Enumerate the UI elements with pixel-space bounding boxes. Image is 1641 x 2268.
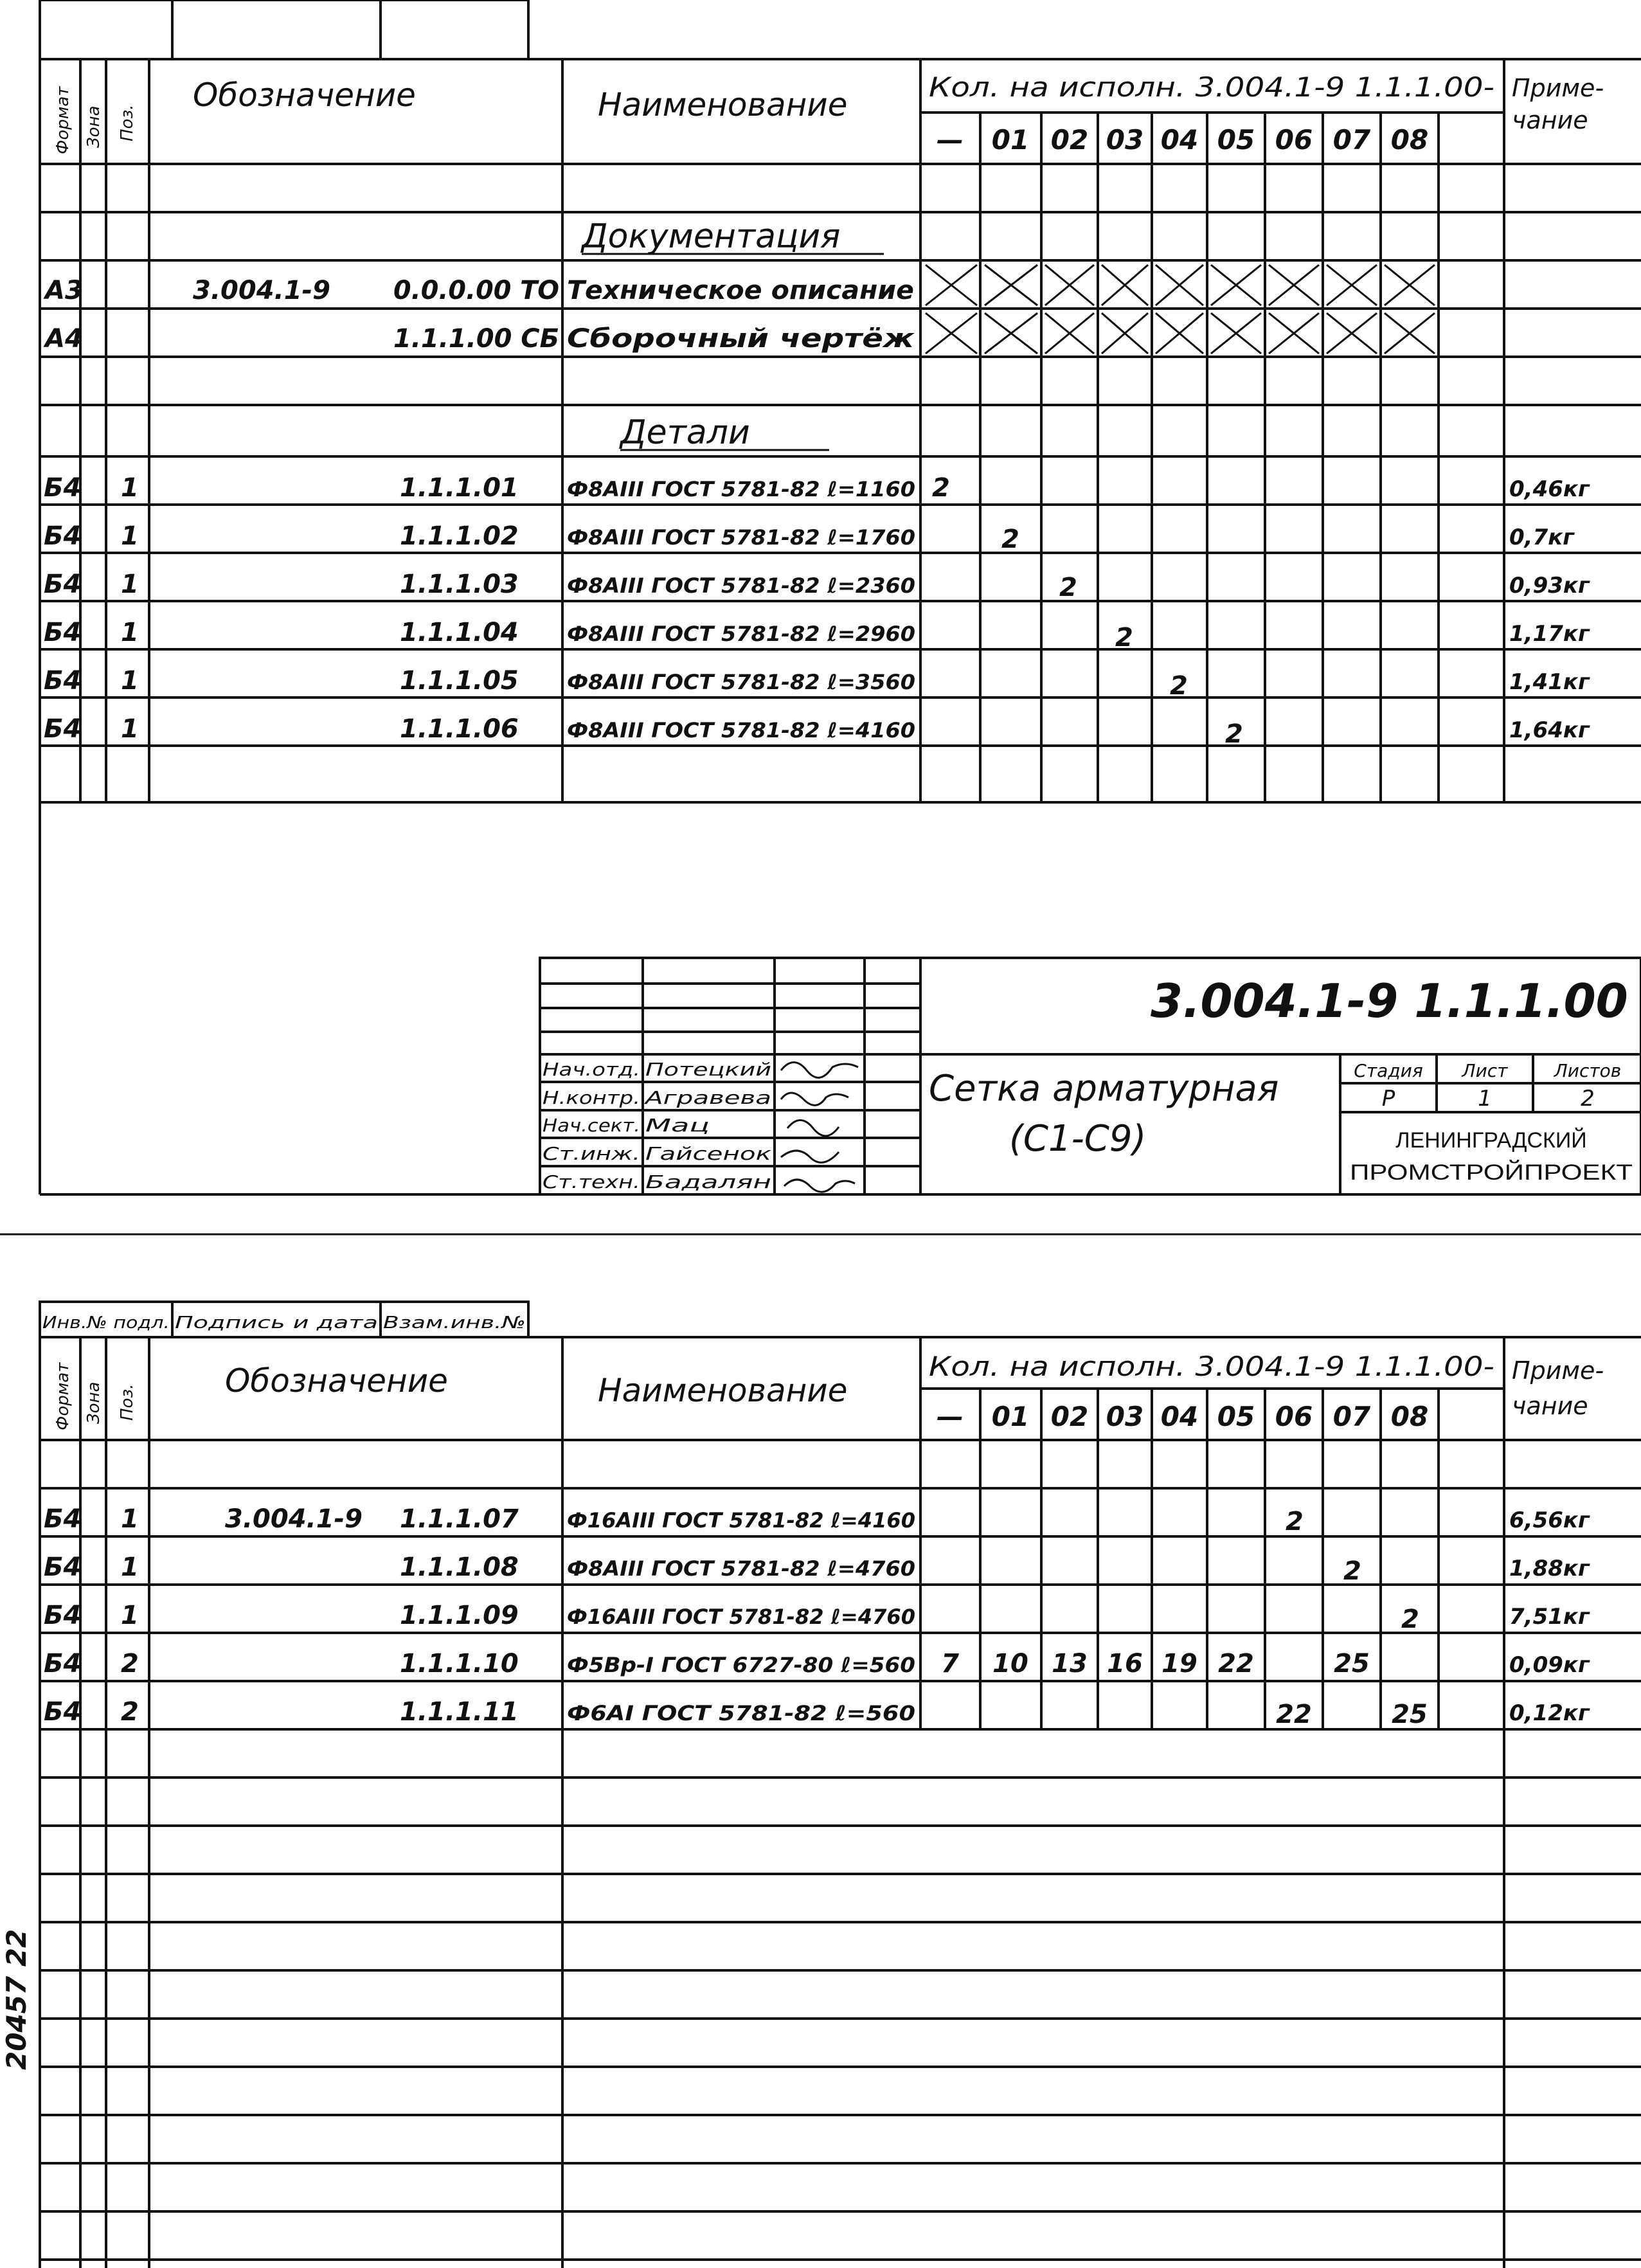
part-designation: 1.1.1.11: [400, 1697, 519, 1727]
part-designation: 1.1.1.09: [400, 1601, 519, 1630]
part-note: 1,41кг: [1509, 669, 1590, 695]
part-format: Б4: [44, 714, 82, 744]
part-format: Б4: [44, 1553, 82, 1582]
part-name: Ф8АIII ГОСТ 5781-82 ℓ=3560: [567, 670, 915, 694]
part-qty: 22: [1276, 1700, 1312, 1729]
stamp-replace: Взам.инв.№: [383, 1313, 526, 1333]
organization: [1350, 1128, 1633, 1185]
role-label: Ст.инж.: [543, 1143, 640, 1164]
part-qty: 7: [941, 1649, 959, 1679]
variant-3: 03: [1106, 1401, 1144, 1432]
variant-8: 08: [1390, 1401, 1429, 1432]
part-designation: 1.1.1.05: [400, 666, 519, 696]
signature-roles: [543, 1059, 771, 1192]
part-designation: 1.1.1.10: [400, 1649, 519, 1679]
header-format: Формат: [53, 1362, 73, 1430]
header-qty-title: Кол. на исполн. 3.004.1-9 1.1.1.00-: [929, 1351, 1494, 1382]
sheet2-rows: [44, 1504, 1590, 1729]
doc-row-format: А4: [45, 324, 83, 354]
part-designation: 1.1.1.08: [400, 1553, 519, 1582]
part-designation: 1.1.1.07: [400, 1504, 519, 1534]
part-name: Ф16АIII ГОСТ 5781-82 ℓ=4160: [567, 1508, 915, 1533]
header-format: Формат: [53, 86, 73, 154]
part-format: Б4: [44, 618, 82, 647]
part-qty: 22: [1218, 1649, 1254, 1679]
variant-5: 05: [1217, 1401, 1255, 1432]
header-designation: Обозначение: [193, 76, 416, 114]
part-qty: 25: [1392, 1700, 1428, 1729]
sheet2-header-vertical: [53, 1362, 137, 1430]
part-name: Ф8АIII ГОСТ 5781-82 ℓ=2360: [567, 573, 915, 598]
part-pos: 1: [121, 1601, 139, 1630]
variant-4: 04: [1160, 1401, 1199, 1432]
variant-2: 02: [1050, 1401, 1089, 1432]
part-format: Б4: [44, 473, 82, 503]
part-pos: 1: [121, 666, 139, 696]
stamp-sign: Подпись и дата: [175, 1313, 378, 1333]
org-line-2: ПРОМСТРОЙПРОЕКТ: [1350, 1160, 1633, 1185]
header-pos: Поз.: [118, 104, 137, 141]
part-pos: 1: [121, 521, 139, 551]
header-note-1: Приме-: [1512, 1356, 1604, 1385]
org-line-1: ЛЕНИНГРАДСКИЙ: [1395, 1128, 1587, 1153]
part-note: 0,12кг: [1509, 1700, 1590, 1726]
variant-4: 04: [1160, 124, 1199, 156]
part-designation-left: 3.004.1-9: [225, 1504, 363, 1534]
role-person: Гайсенок: [645, 1143, 772, 1164]
part-designation: 1.1.1.06: [400, 714, 519, 744]
part-rows: [44, 473, 1590, 749]
part-pos: 2: [121, 1649, 139, 1679]
part-format: Б4: [44, 570, 82, 599]
part-note: 0,09кг: [1509, 1652, 1590, 1678]
part-pos: 1: [121, 1504, 139, 1534]
doc-row-name: Сборочный чертёж: [567, 324, 915, 354]
section-documents: Документация: [582, 217, 841, 256]
part-format: Б4: [44, 1697, 82, 1727]
part-pos: 2: [121, 1697, 139, 1727]
part-qty: 10: [992, 1649, 1028, 1679]
sheet-label: Лист: [1462, 1060, 1508, 1081]
variant-6: 06: [1275, 1401, 1313, 1432]
part-pos: 1: [121, 473, 139, 503]
part-qty: 19: [1161, 1649, 1197, 1679]
role-person: Агравева: [643, 1087, 771, 1108]
stage-value: Р: [1381, 1086, 1395, 1112]
part-format: Б4: [44, 1504, 82, 1534]
sheet2-variant-row: [937, 1401, 1428, 1432]
part-name: Ф8АIII ГОСТ 5781-82 ℓ=1160: [567, 477, 915, 501]
part-note: 7,51кг: [1509, 1604, 1590, 1630]
part-qty: 2: [1343, 1556, 1361, 1586]
part-qty: 2: [1401, 1605, 1419, 1634]
part-qty: 2: [1225, 719, 1243, 749]
role-person: Бадалян: [645, 1171, 771, 1192]
stage-block: [1354, 1060, 1621, 1112]
section-parts: Детали: [620, 413, 750, 452]
part-note: 1,17кг: [1509, 621, 1590, 647]
doc-rows: [43, 276, 915, 354]
part-name: Ф8АIII ГОСТ 5781-82 ℓ=1760: [567, 525, 915, 550]
header-note-2: чание: [1512, 106, 1588, 134]
part-qty: 2: [1170, 671, 1188, 701]
variant-8: 08: [1390, 124, 1429, 156]
role-label: Нач.сект.: [543, 1115, 640, 1136]
sheet1-header-vertical: [53, 86, 137, 154]
variant-2: 02: [1050, 124, 1089, 156]
header-zone: Зона: [84, 1382, 103, 1424]
variant-7: 07: [1332, 124, 1371, 156]
part-note: 0,46кг: [1509, 476, 1590, 502]
role-label: Нач.отд.: [543, 1059, 640, 1080]
role-person: Мац: [645, 1115, 710, 1136]
doc-row-designation-left: 3.004.1-9: [193, 276, 330, 305]
part-name: Ф8АIII ГОСТ 5781-82 ℓ=4760: [567, 1556, 915, 1581]
part-designation: 1.1.1.02: [400, 521, 519, 551]
header-note-1: Приме-: [1512, 74, 1604, 102]
role-label: Ст.техн.: [543, 1171, 640, 1192]
part-qty: 2: [1115, 623, 1133, 652]
header-note-2: чание: [1512, 1392, 1588, 1420]
part-qty: 16: [1107, 1649, 1143, 1679]
title-line-1: Сетка арматурная: [929, 1068, 1279, 1110]
role-person: Потецкий: [645, 1059, 771, 1080]
part-qty: 2: [932, 473, 950, 503]
part-format: Б4: [44, 1649, 82, 1679]
part-name: Ф8АIII ГОСТ 5781-82 ℓ=4160: [567, 718, 915, 742]
header-pos: Поз.: [118, 1383, 137, 1421]
part-qty: 2: [1059, 573, 1077, 602]
part-format: Б4: [44, 521, 82, 551]
part-designation: 1.1.1.04: [400, 618, 519, 647]
part-qty: 2: [1001, 525, 1019, 554]
part-pos: 1: [121, 714, 139, 744]
title-code: 3.004.1-9 1.1.1.00: [1151, 974, 1628, 1028]
doc-row-format: А3: [45, 276, 83, 305]
sheets-label: Листов: [1554, 1060, 1622, 1081]
sheet-value: 1: [1478, 1086, 1492, 1112]
part-note: 1,88кг: [1509, 1556, 1590, 1581]
part-format: Б4: [44, 666, 82, 696]
sheet1-variant-row: [937, 124, 1428, 156]
part-note: 0,93кг: [1509, 573, 1590, 598]
role-label: Н.контр.: [543, 1087, 640, 1108]
part-format: Б4: [44, 1601, 82, 1630]
part-pos: 1: [121, 570, 139, 599]
header-zone: Зона: [84, 105, 103, 148]
sheet2-stamp: [42, 1313, 526, 1333]
variant-7: 07: [1332, 1401, 1371, 1432]
part-pos: 1: [121, 618, 139, 647]
sheets-value: 2: [1581, 1086, 1595, 1112]
variant-1: 01: [991, 124, 1030, 156]
variant-0: —: [937, 124, 964, 156]
title-line-2: (С1-С9): [1009, 1118, 1147, 1160]
doc-row-designation-right: 1.1.1.00 СБ: [393, 324, 559, 354]
variant-3: 03: [1106, 124, 1144, 156]
stamp-inv: Инв.№ подл.: [42, 1313, 170, 1333]
part-qty: 2: [1286, 1507, 1304, 1536]
variant-1: 01: [991, 1401, 1030, 1432]
stage-label: Стадия: [1354, 1060, 1423, 1081]
variant-5: 05: [1217, 124, 1255, 156]
header-name: Наименование: [598, 1372, 848, 1409]
doc-row-name: Техническое описание: [567, 276, 914, 305]
side-archive-number: 20457 22: [1, 1929, 32, 2070]
header-qty-title: Кол. на исполн. 3.004.1-9 1.1.1.00-: [929, 71, 1494, 103]
header-name: Наименование: [598, 86, 848, 123]
part-note: 6,56кг: [1509, 1508, 1590, 1533]
part-qty: 25: [1334, 1649, 1370, 1679]
variant-6: 06: [1275, 124, 1313, 156]
part-name: Ф6АI ГОСТ 5781-82 ℓ=560: [567, 1701, 915, 1725]
doc-row-designation-right: 0.0.0.00 ТО: [393, 276, 559, 305]
part-note: 1,64кг: [1509, 717, 1590, 743]
part-qty: 13: [1052, 1649, 1088, 1679]
part-designation: 1.1.1.03: [400, 570, 519, 599]
part-note: 0,7кг: [1509, 525, 1575, 550]
part-name: Ф16АIII ГОСТ 5781-82 ℓ=4760: [567, 1605, 915, 1629]
part-name: Ф8АIII ГОСТ 5781-82 ℓ=2960: [567, 622, 915, 646]
variant-0: —: [937, 1401, 964, 1432]
part-name: Ф5Вр-I ГОСТ 6727-80 ℓ=560: [567, 1653, 915, 1677]
part-designation: 1.1.1.01: [400, 473, 519, 503]
part-pos: 1: [121, 1553, 139, 1582]
header-designation: Обозначение: [225, 1362, 448, 1400]
